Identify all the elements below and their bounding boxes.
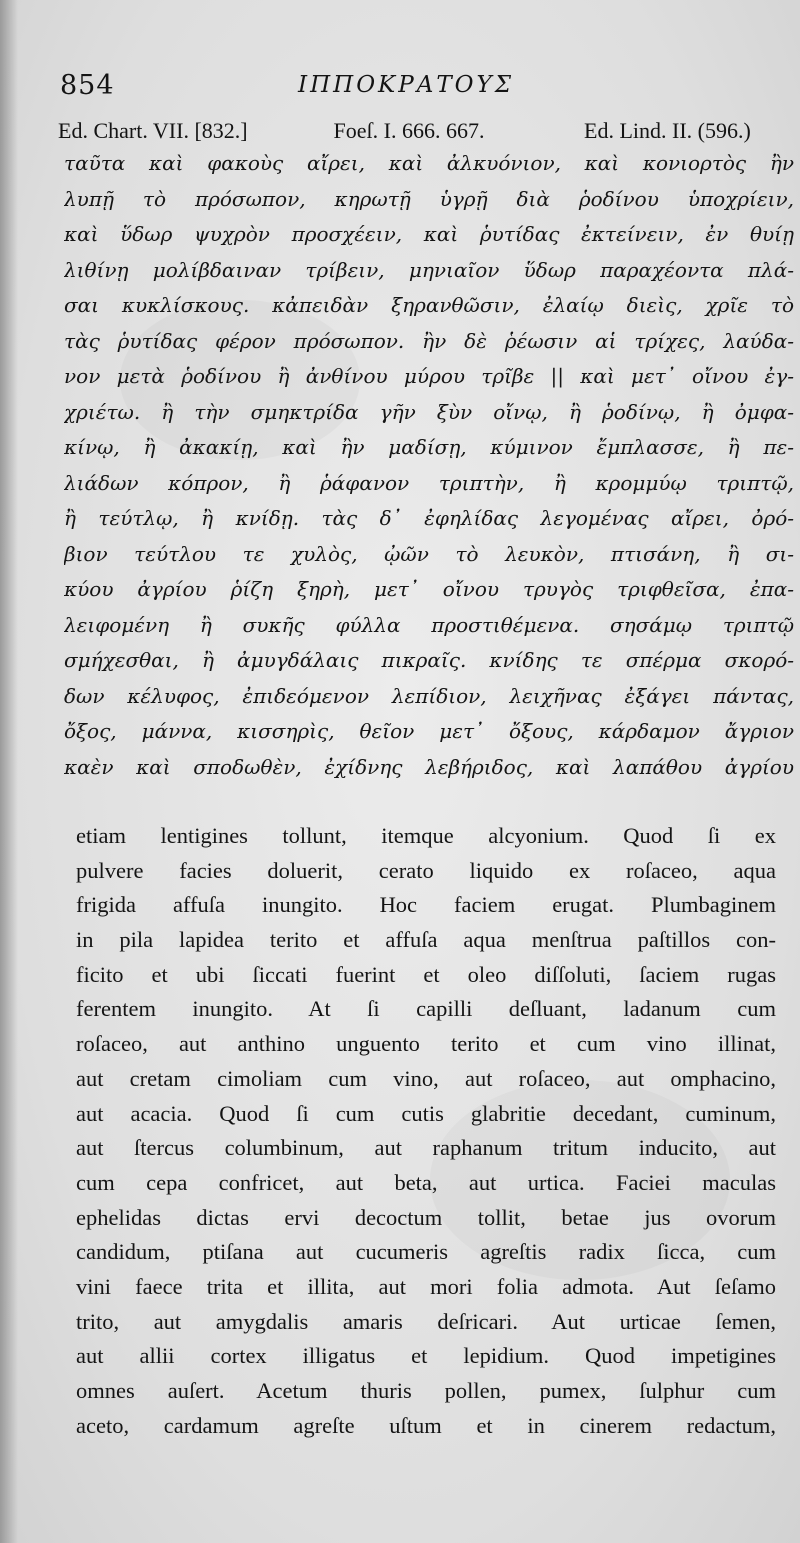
latin-text-block [76,819,776,1443]
latin-line: aceto, cardamum agreſte uſtum et in cinerem redactum, [76,1412,776,1438]
greek-line: ταῦτα καὶ φακοὺς αἴρει, καὶ ἀλκυόνιον, καὶ κονιορτὸς ἢν [64,151,794,175]
greek-line: κίνῳ, ἢ ἀκακίῃ, καὶ ἢν μαδίσῃ, κύμινον ἔμπλασσε, ἢ πε- [64,435,794,459]
greek-line: ὄξος, μάννα, κισσηρὶς, θεῖον μετ᾽ ὄξους, κάρδαμον ἄγριον [64,719,794,743]
latin-line: ficito et ubi ſiccati fuerint et oleo diſſoluti, ſaciem rugas [76,961,776,987]
latin-line: candidum, ptiſana aut cucumeris agreſtis radix ſicca, cum [76,1239,776,1265]
greek-line: τὰς ῥυτίδας φέρον πρόσωπον. ἢν δὲ ῥέωσιν αἱ τρίχες, λαύδα- [64,328,794,353]
greek-line: δων κέλυφος, ἐπιδεόμενον λεπίδιον, λειχῆνας ἐξάγει πάντας, [64,683,794,708]
latin-line: aut acacia. Quod ſi cum cutis glabritie decedant, cuminum, [76,1100,776,1126]
edition-foes-ref: Foeſ. I. 666. 667. [333,118,485,143]
latin-line: roſaceo, aut anthino unguento terito et cum vino illinat, [76,1031,776,1057]
greek-line: ἢ τεύτλῳ, ἢ κνίδῃ. τὰς δ᾽ ἐφηλίδας λεγομένας αἴρει, ὀρό- [64,506,794,530]
greek-line: λειφομένη ἢ συκῆς φύλλα προστιθέμενα. σησάμῳ τριπτῷ [64,612,794,637]
latin-line: frigida affuſa inungito. Hoc faciem erugat. Plumbaginem [76,892,776,918]
latin-line: aut cretam cimoliam cum vino, aut roſaceo, aut omphacino, [76,1065,776,1091]
latin-line: ferentem inungito. At ſi capilli deſluant, ladanum cum [76,996,776,1022]
latin-line: aut ſtercus columbinum, aut raphanum tritum inducito, aut [76,1135,776,1161]
edition-chart-ref: Ed. Chart. VII. [832.] [58,118,248,143]
edition-reference-line [58,118,798,144]
greek-line: σαι κυκλίσκους. κἀπειδὰν ξηρανθῶσιν, ἐλαίῳ διεὶς, χρῖε τὸ [64,293,794,317]
latin-line: vini faece trita et illita, aut mori folia admota. Aut ſeſamo [76,1273,776,1299]
greek-line: λιάδων κόπρον, ἢ ῥάφανον τριπτὴν, ἢ κρομμύῳ τριπτῷ, [64,470,794,495]
latin-line: in pila lapidea terito et affuſa aqua menſtrua paſtillos con- [76,927,776,953]
greek-line: καὶ ὕδωρ ψυχρὸν προσχέειν, καὶ ῥυτίδας ἐκτείνειν, ἐν θυίῃ [64,222,794,246]
greek-line: βιον τεύτλου τε χυλὸς, ᾠῶν τὸ λευκὸν, πτισάνη, ἢ σι- [64,541,794,566]
greek-line: λυπῇ τὸ πρόσωπον, κηρωτῇ ὑγρῇ διὰ ῥοδίνου ὑποχρίειν, [64,186,794,211]
edition-lind-ref: Ed. Lind. II. (596.) [584,118,751,143]
latin-line: pulvere facies doluerit, cerato liquido ex roſaceo, aqua [76,857,776,883]
greek-line: νον μετὰ ῥοδίνου ἢ ἀνθίνου μύρου τρῖβε || καὶ μετ᾽ οἴνου ἐγ- [64,364,794,388]
latin-line: etiam lentigines tollunt, itemque alcyonium. Quod ſi ex [76,823,776,848]
running-head: ΙΠΠΟΚΡΑΤΟΥΣ [298,72,514,98]
latin-line: trito, aut amygdalis amaris deſricari. Aut urticae ſemen, [76,1308,776,1334]
greek-line: χριέτω. ἢ τὴν σμηκτρίδα γῆν ξὺν οἴνῳ, ἢ ῥοδίνῳ, ἢ ὀμφα- [64,399,794,424]
latin-line: omnes auſert. Acetum thuris pollen, pumex, ſulphur cum [76,1378,776,1403]
page-header [48,70,788,100]
page-number: 854 [60,70,115,101]
latin-line: aut allii cortex illigatus et lepidium. Quod impetigines [76,1343,776,1369]
latin-line: ephelidas dictas ervi decoctum tollit, betae jus ovorum [76,1204,776,1230]
greek-line: κύου ἀγρίου ῥίζη ξηρὴ, μετ᾽ οἴνου τρυγὸς τριφθεῖσα, ἐπα- [64,577,794,601]
greek-line: λιθίνῃ μολίβδαιναν τρίβειν, μηνιαῖον ὕδωρ παραχέοντα πλά- [64,257,794,282]
latin-line: cum cepa confricet, aut beta, aut urtica. Faciei maculas [76,1169,776,1195]
greek-line: σμήχεσθαι, ἢ ἀμυγδάλαις πικραῖς. κνίδης τε σπέρμα σκορό- [64,648,794,672]
greek-line: καὲν καὶ σποδωθὲν, ἐχίδνης λεβήριδος, καὶ λαπάθου ἀγρίου [64,754,794,779]
greek-text-block [64,146,794,785]
